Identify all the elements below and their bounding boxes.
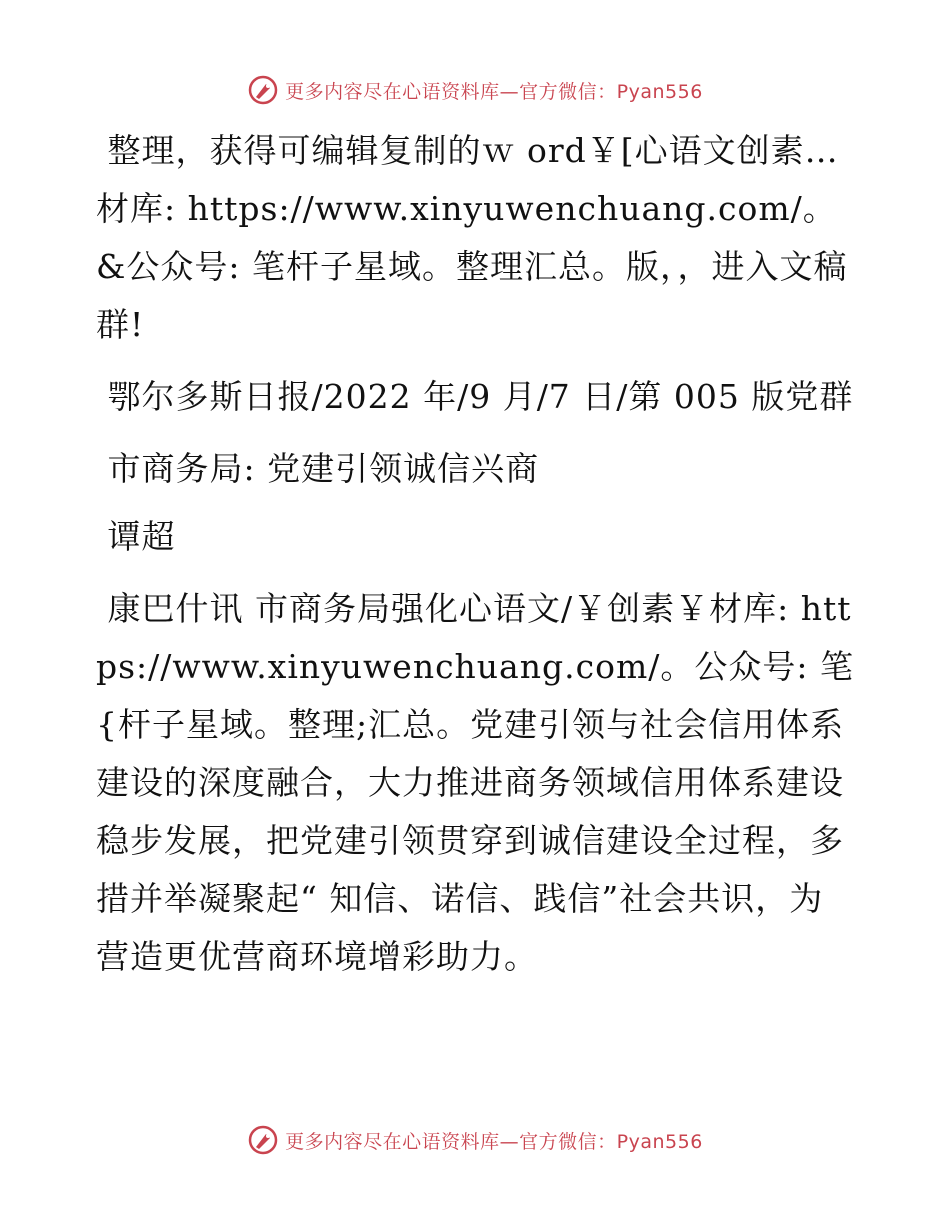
header-banner-inner	[247, 74, 703, 106]
pen-nib-icon	[247, 74, 279, 106]
article-title: 市商务局: 党建引领诚信兴商	[96, 449, 540, 488]
header-banner-text: 更多内容尽在心语资料库—官方微信：Pyan556	[285, 80, 703, 103]
author-line: 谭超	[96, 517, 176, 556]
document-body	[96, 122, 856, 986]
footer-banner	[0, 1120, 950, 1160]
footer-banner-inner	[247, 1124, 703, 1156]
source-line: 鄂尔多斯日报/2022 年/9 月/7 日/第 005 版党群	[96, 377, 854, 416]
intro-paragraph: 整理，获得可编辑复制的ｗ ord￥[心语文创素…材库: https://www.xinyuwenchuang.com/。&公众号: 笔杆子星域。整理汇总。版，，进入文稿群!	[96, 131, 848, 344]
article-paragraph: 康巴什讯 市商务局强化心语文/￥创素￥材库: https://www.xinyuwenchuang.com/。公众号: 笔{杆子星域。整理;汇总。党建引领与社会信用体系建设的深度融合，大力推进商务领域信用体系建设稳步发展，把党建引领贯穿到诚信建设全过程，多措并举凝聚起“ 知信、诺信、践信”社会共识，为营造更优营商环境增彩助力。	[96, 589, 854, 976]
header-banner	[0, 70, 950, 110]
pen-nib-icon	[247, 1124, 279, 1156]
footer-banner-text: 更多内容尽在心语资料库—官方微信：Pyan556	[285, 1130, 703, 1153]
